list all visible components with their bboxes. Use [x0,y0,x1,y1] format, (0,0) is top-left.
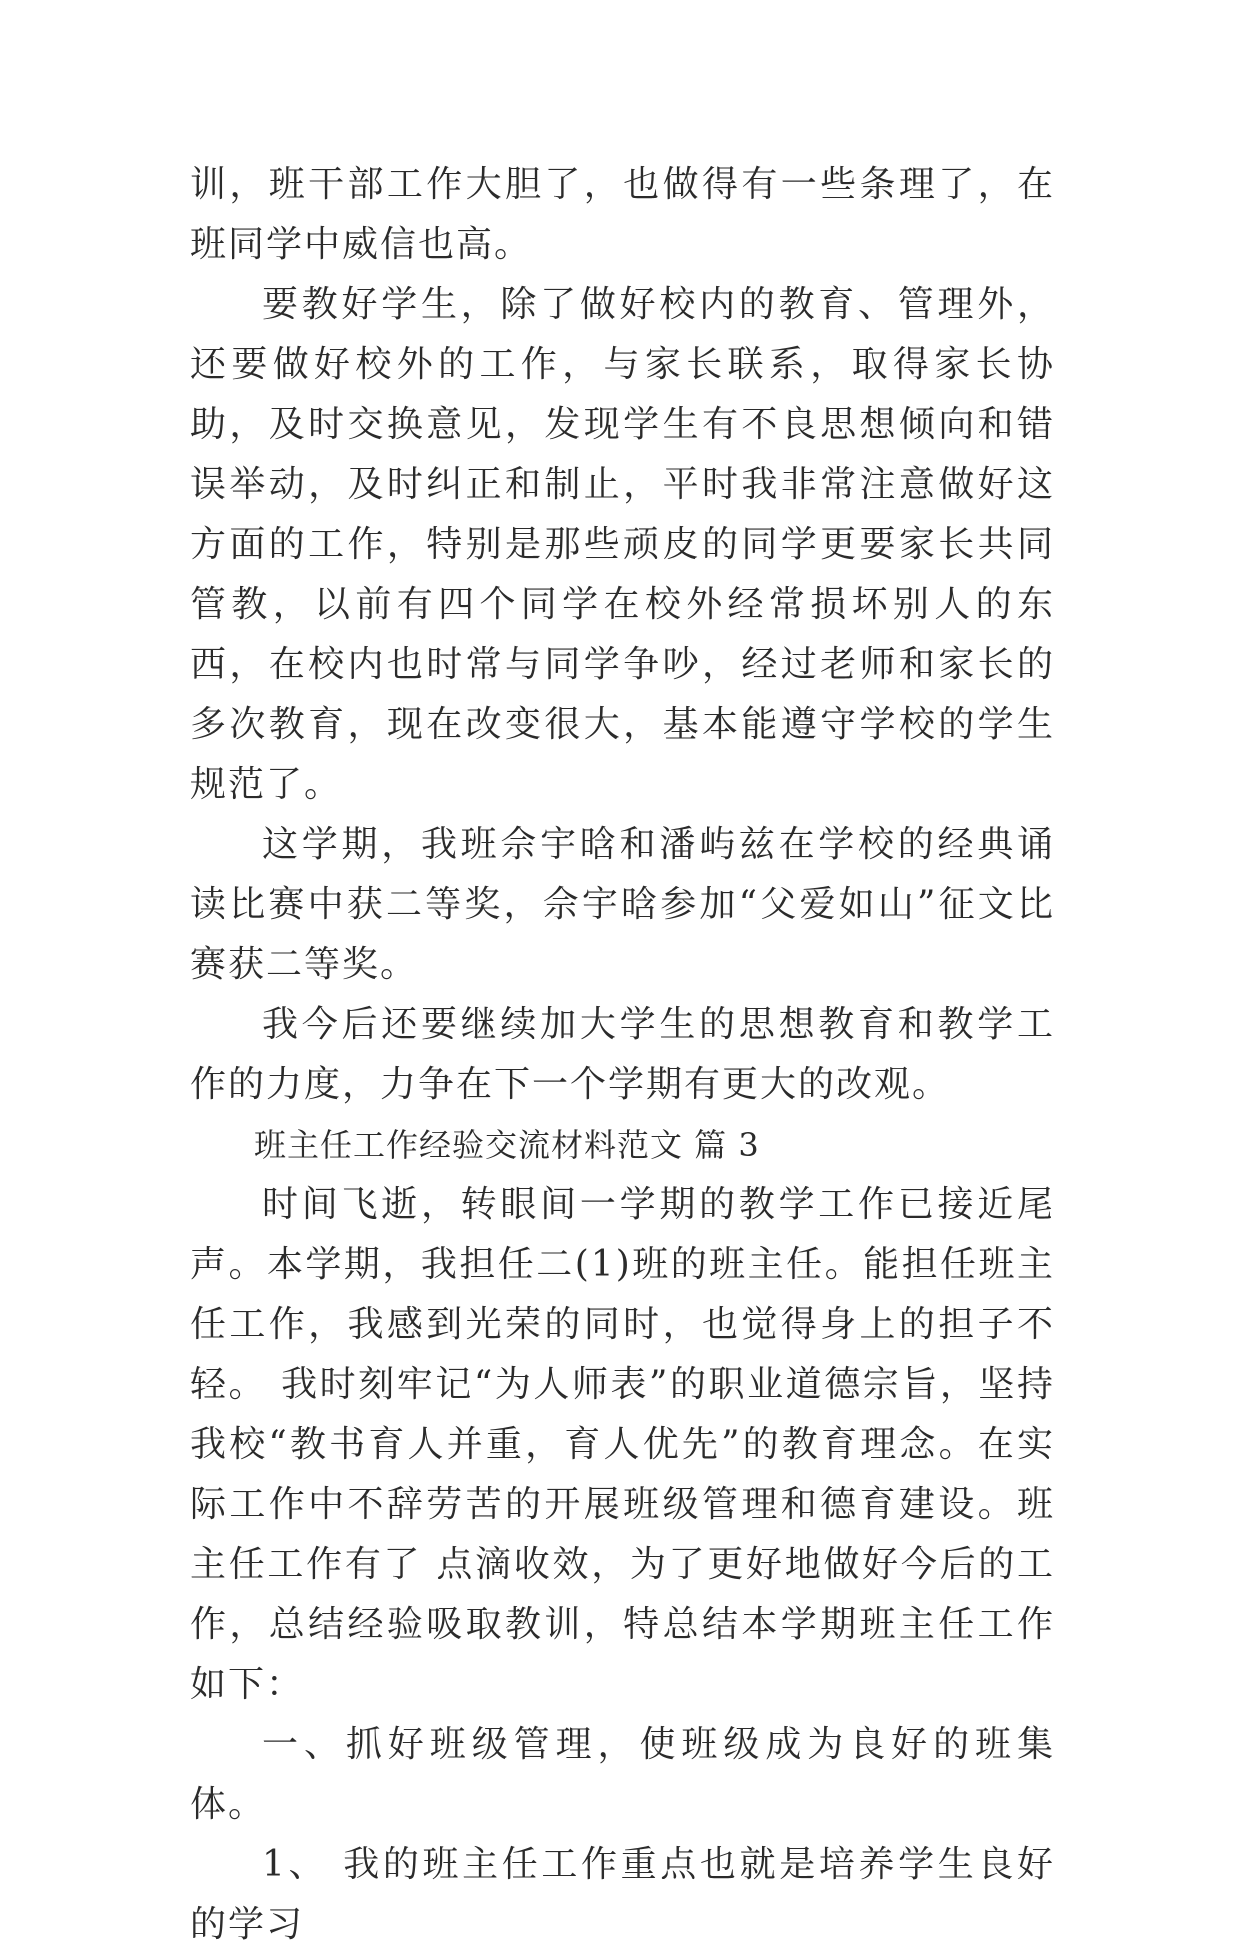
paragraph-continuation: 训，班干部工作大胆了，也做得有一些条理了，在班同学中威信也高。 [190,164,1055,265]
paragraph-awards: 这学期，我班佘宇晗和潘屿兹在学校的经典诵读比赛中获二等奖，佘宇晗参加“父爱如山”征文比赛获二等奖。 [190,824,1055,985]
document-body [190,155,1055,1955]
paragraph-subheading: 一、抓好班级管理，使班级成为良好的班集体。 [190,1724,1055,1825]
paragraph-future-plan: 我今后还要继续加大学生的思想教育和教学工作的力度，力争在下一个学期有更大的改观。 [190,1004,1055,1105]
section-heading: 班主任工作经验交流材料范文 篇 3 [254,1126,760,1164]
paragraph-home-school: 要教好学生，除了做好校内的教育、管理外，还要做好校外的工作，与家长联系，取得家长协助，及时交换意见，发现学生有不良思想倾向和错误举动，及时纠正和制止，平时我非常注意做好这方面的工作，特别是那些顽皮的同学更要家长共同管教，以前有四个同学在校外经常损坏别人的东西，在校内也时常与同学争吵，经过老师和家长的多次教育，现在改变很大，基本能遵守学校的学生规范了。 [190,284,1055,805]
paragraph-intro: 时间飞逝，转眼间一学期的教学工作已接近尾声。本学期，我担任二(1)班的班主任。能担任班主任工作，我感到光荣的同时，也觉得身上的担子不轻。 我时刻牢记“为人师表”的职业道德宗旨，坚持我校“教书育人并重，育人优先”的教育理念。在实际工作中不辞劳苦的开展班级管理和德育建设。班主任工作有了 点滴收效，为了更好地做好今后的工作，总结经验吸取教训，特总结本学期班主任工作如下： [190,1184,1055,1705]
paragraph-item-1: 1、 我的班主任工作重点也就是培养学生良好的学习 [190,1844,1055,1945]
